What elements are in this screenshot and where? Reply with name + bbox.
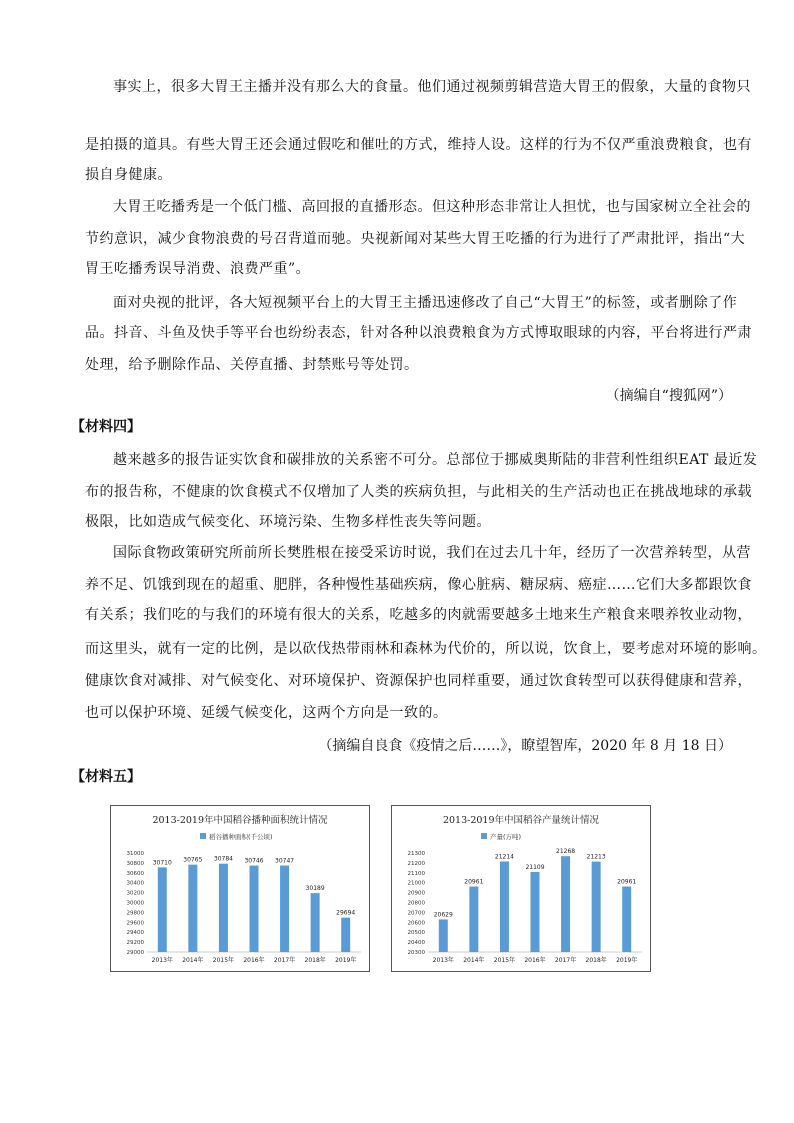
paragraph-line: 损自身健康。: [85, 167, 172, 183]
paragraph-line: 处理，给予删除作品、关停直播、封禁账号等处罚。: [85, 357, 419, 373]
x-tick-label: 2018年: [304, 957, 326, 964]
chart-title: 2013-2019年中国稻谷产量统计情况: [442, 815, 600, 826]
paragraph-line: 而这里头，就有一定的比例，是以砍伐热带雨林和森林为代价的，所以说，饮食上，要考虑对环境的影响。: [85, 641, 767, 657]
chart-rice-output-svg: [392, 806, 650, 971]
chart-planting-area: [110, 805, 370, 972]
y-tick-label: 20700: [407, 910, 425, 917]
paragraph-line: 也可以保护环境、延缓气候变化，这两个方向是一致的。: [85, 705, 448, 721]
data-label: 21109: [525, 863, 545, 871]
y-tick-label: 30400: [126, 880, 144, 887]
y-tick-label: 20500: [407, 930, 425, 937]
y-tick-label: 21100: [407, 870, 425, 877]
data-label: 21214: [494, 853, 514, 861]
x-tick-label: 2017年: [273, 957, 296, 964]
x-tick-label: 2015年: [493, 957, 516, 964]
data-label: 20629: [433, 911, 453, 919]
x-tick-label: 2019年: [616, 957, 638, 964]
data-label: 20961: [464, 878, 484, 886]
x-tick-label: 2016年: [243, 957, 265, 964]
x-tick-label: 2017年: [554, 957, 577, 964]
paragraph-line: 布的报告称，不健康的饮食模式不仅增加了人类的疾病负担，与此相关的生产活动也正在挑战地球的承载: [85, 484, 752, 500]
paragraph-line: 极限，比如造成气候变化、环境污染、生物多样性丧失等问题。: [85, 514, 491, 530]
y-tick-label: 20600: [407, 920, 425, 927]
bar: [158, 867, 167, 952]
bar: [500, 862, 509, 952]
y-tick-label: 20300: [407, 950, 425, 956]
legend-label: 稻谷播种面积(千公顷): [209, 833, 273, 841]
data-label: 30189: [305, 885, 325, 893]
y-tick-label: 29000: [126, 950, 144, 956]
bar: [561, 856, 570, 952]
bar: [439, 919, 448, 952]
x-tick-label: 2014年: [463, 957, 485, 964]
source-four: （摘编自良食《疫情之后……》，瞭望智库，2020 年 8 月 18 日）: [318, 738, 732, 754]
y-tick-label: 20400: [407, 940, 425, 947]
y-tick-label: 31000: [126, 851, 144, 857]
data-label: 21213: [586, 853, 606, 861]
chart-planting-area-svg: [111, 806, 369, 971]
legend-swatch: [200, 833, 206, 839]
legend-label: 产量(万吨): [490, 833, 522, 841]
y-tick-label: 30000: [126, 900, 144, 907]
bar: [280, 866, 289, 952]
data-label: 20961: [617, 878, 637, 886]
paragraph-line: 事实上，很多大胃王主播并没有那么大的食量。他们通过视频剪辑营造大胃王的假象，大量的食物只: [113, 79, 751, 95]
paragraph-line: 面对央视的批评，各大短视频平台上的大胃王主播迅速修改了自己“大胃王”的标签，或者删除了作: [113, 295, 738, 311]
bar: [311, 893, 320, 952]
paragraph-line: 国际食物政策研究所前所长樊胜根在接受采访时说，我们在过去几十年，经历了一次营养转型，从营: [113, 545, 751, 561]
y-tick-label: 21300: [407, 851, 425, 857]
x-tick-label: 2013年: [151, 957, 173, 964]
paragraph-line: 越来越多的报告证实饮食和碳排放的关系密不可分。总部位于挪威奥斯陆的非营利性组织EAT 最近发: [113, 452, 758, 468]
paragraph-line: 养不足、饥饿到现在的超重、肥胖，各种慢性基础疾病，像心脏病、糖尿病、癌症……它们大多都跟饮食: [85, 577, 752, 593]
bar: [341, 918, 350, 952]
data-label: 30747: [275, 857, 295, 865]
paragraph-line: 节约意识，减少食物浪费的号召背道而驰。央视新闻对某些大胃王吃播的行为进行了严肃批评，指出“大: [85, 231, 746, 247]
chart-title: 2013-2019年中国稻谷播种面积统计情况: [152, 815, 328, 826]
bar: [592, 862, 601, 952]
y-tick-label: 20900: [407, 890, 425, 897]
y-tick-label: 20800: [407, 900, 425, 907]
heading-material-five: 【材料五】: [71, 769, 141, 785]
x-tick-label: 2019年: [335, 957, 357, 964]
bar: [469, 887, 478, 952]
y-tick-label: 29200: [126, 940, 144, 947]
bar: [188, 865, 197, 952]
paragraph-line: 有关系；我们吃的与我们的环境有很大的关系，吃越多的肉就需要越多土地来生产粮食来喂养牧业动物，: [85, 607, 752, 623]
y-tick-label: 30200: [126, 890, 144, 897]
heading-material-four: 【材料四】: [71, 419, 141, 435]
y-tick-label: 29400: [126, 930, 144, 937]
paragraph-line: 品。抖音、斗鱼及快手等平台也纷纷表态，针对各种以浪费粮食为方式博取眼球的内容，平台将进行严肃: [85, 325, 752, 341]
bar: [250, 866, 259, 952]
x-tick-label: 2016年: [524, 957, 546, 964]
x-tick-label: 2013年: [432, 957, 454, 964]
y-tick-label: 29600: [126, 920, 144, 927]
data-label: 30710: [152, 859, 172, 867]
data-label: 30765: [183, 856, 203, 864]
legend-swatch: [481, 833, 487, 839]
x-tick-label: 2014年: [182, 957, 204, 964]
bar: [622, 887, 631, 952]
y-tick-label: 30600: [126, 870, 144, 877]
bar: [219, 864, 228, 952]
data-label: 30746: [244, 857, 264, 865]
x-tick-label: 2018年: [585, 957, 607, 964]
paragraph-line: 是拍摄的道具。有些大胃王还会通过假吃和催吐的方式，维持人设。这样的行为不仅严重浪费粮食，也有: [85, 137, 752, 153]
x-tick-label: 2015年: [212, 957, 235, 964]
y-tick-label: 30800: [126, 860, 144, 867]
y-tick-label: 21000: [407, 880, 425, 887]
source-three: （摘编自“搜狐网”）: [605, 388, 732, 404]
data-label: 29694: [336, 909, 356, 917]
paragraph-line: 大胃王吃播秀是一个低门槛、高回报的直播形态。但这种形态非常让人担忧，也与国家树立全社会的: [113, 199, 751, 215]
paragraph-line: 健康饮食对减排、对气候变化、对环境保护、资源保护也同样重要，通过饮食转型可以获得健康和营养，: [85, 673, 752, 689]
y-tick-label: 29800: [126, 910, 144, 917]
data-label: 21268: [556, 848, 576, 856]
chart-rice-output: [391, 805, 651, 972]
data-label: 30784: [213, 855, 233, 863]
y-tick-label: 21200: [407, 860, 425, 867]
paragraph-line: 胃王吃播秀误导消费、浪费严重”。: [85, 261, 311, 277]
bar: [531, 872, 540, 952]
